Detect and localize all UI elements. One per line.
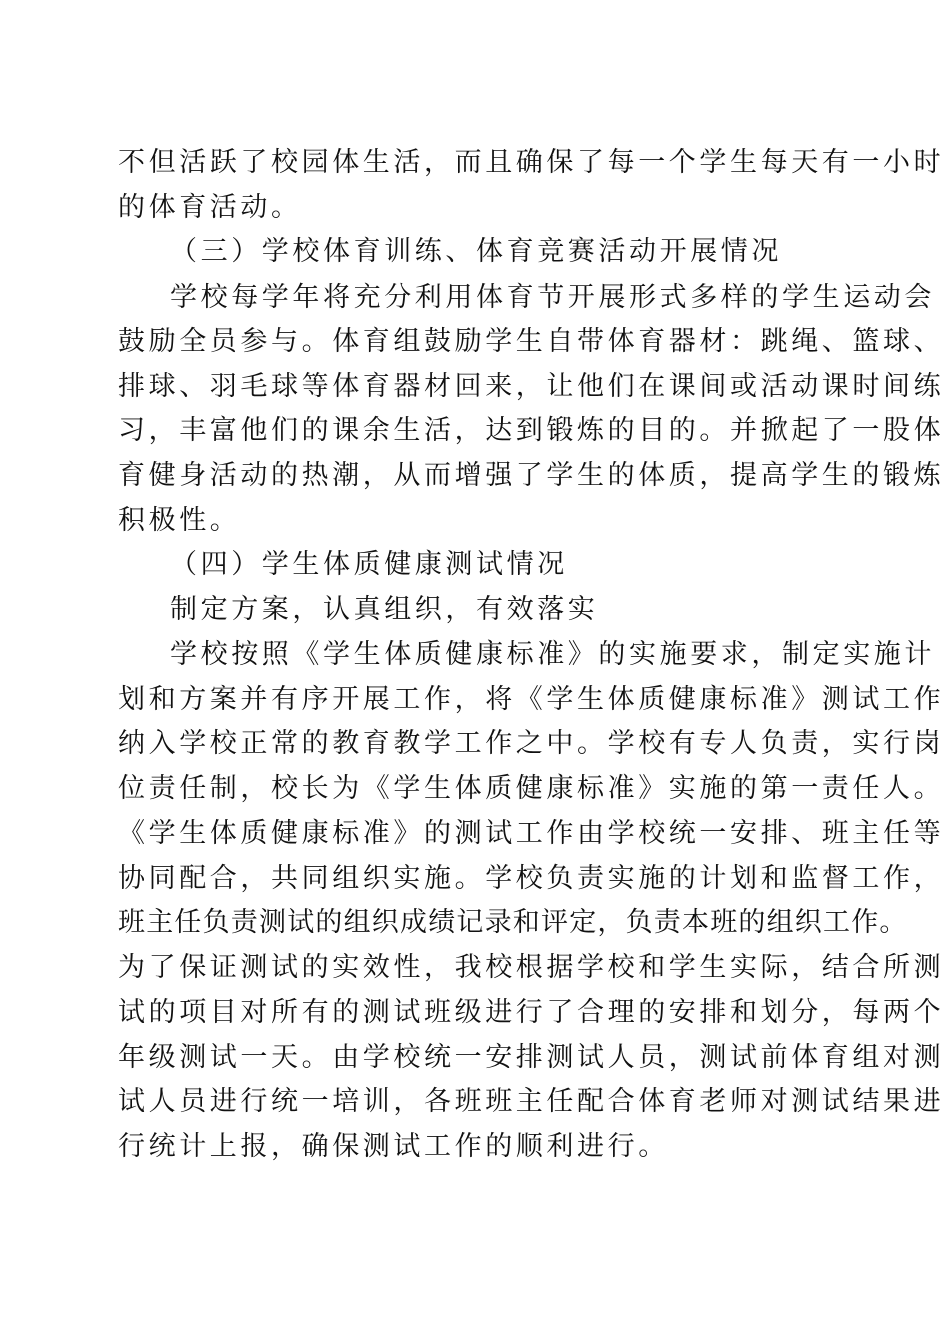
paragraph-line: 不但活跃了校园体生活，而且确保了每一个学生每天有一小时 [118,147,945,178]
paragraph-line: 试人员进行统一培训，各班班主任配合体育老师对测试结果进 [118,1086,945,1117]
paragraph-line: 学校每学年将充分利用体育节开展形式多样的学生运动会 [170,282,935,313]
paragraph-line: 积极性。 [118,505,241,536]
paragraph-line: 的体育活动。 [118,192,302,223]
paragraph-line: 试的项目对所有的测试班级进行了合理的安排和划分，每两个 [118,997,945,1028]
paragraph-line: 协同配合，共同组织实施。学校负责实施的计划和监督工作， [118,863,945,894]
paragraph-line: 年级测试一天。由学校统一安排测试人员，测试前体育组对测 [118,1042,945,1073]
paragraph-line: 纳入学校正常的教育教学工作之中。学校有专人负责，实行岗 [118,728,945,759]
subheading: 制定方案，认真组织，有效落实 [170,594,599,625]
paragraph-line: 行统计上报，确保测试工作的顺利进行。 [118,1131,669,1162]
paragraph-line: 育健身活动的热潮，从而增强了学生的体质，提高学生的锻炼 [118,460,945,491]
paragraph-line: 排球、羽毛球等体育器材回来，让他们在课间或活动课时间练 [118,371,945,402]
section-heading-three: （三）学校体育训练、体育竞赛活动开展情况 [170,236,782,267]
paragraph-line: 班主任负责测试的组织成绩记录和评定，负责本班的组织工作。 [118,907,908,938]
paragraph-line: 位责任制，校长为《学生体质健康标准》实施的第一责任人。 [118,773,945,804]
paragraph-line: 《学生体质健康标准》的测试工作由学校统一安排、班主任等 [118,818,945,849]
paragraph-line: 划和方案并有序开展工作，将《学生体质健康标准》测试工作 [118,684,945,715]
paragraph-line: 为了保证测试的实效性，我校根据学校和学生实际，结合所测 [118,952,945,983]
paragraph-line: 学校按照《学生体质健康标准》的实施要求，制定实施计 [170,639,935,670]
paragraph-line: 鼓励全员参与。体育组鼓励学生自带体育器材：跳绳、篮球、 [118,326,945,357]
section-heading-four: （四）学生体质健康测试情况 [170,549,568,580]
paragraph-line: 习，丰富他们的课余生活，达到锻炼的目的。并掀起了一股体 [118,415,945,446]
